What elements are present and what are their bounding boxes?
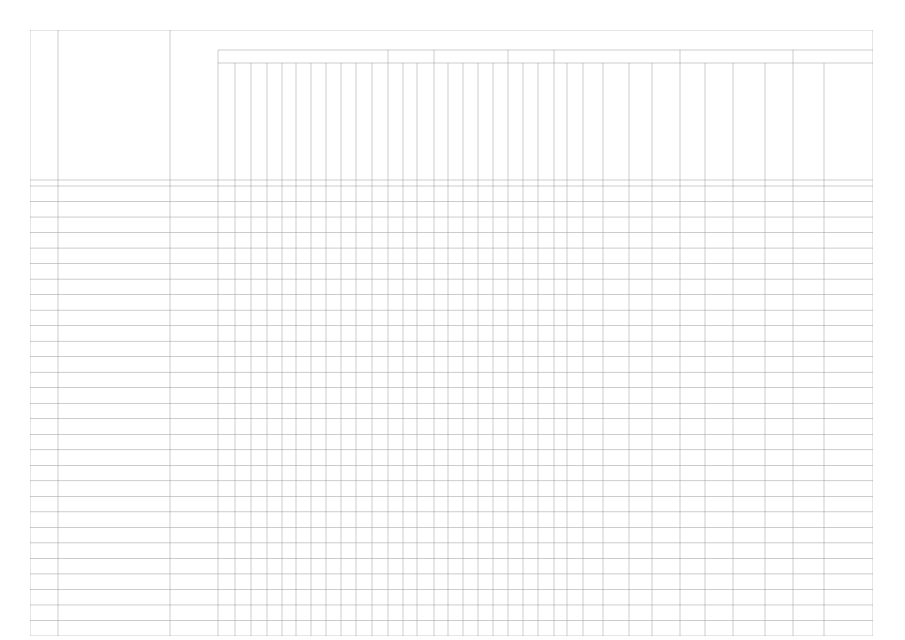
column-subheader xyxy=(240,65,246,178)
column-subheader xyxy=(746,65,752,178)
column-subheader xyxy=(377,65,383,178)
column-subheader xyxy=(572,65,578,178)
column-subheader xyxy=(423,65,429,178)
column-subheader xyxy=(716,65,722,178)
column-subheader xyxy=(528,65,534,178)
column-subheader xyxy=(513,65,519,178)
column-subheader xyxy=(776,65,782,178)
column-subheader xyxy=(301,65,307,178)
column-subheader xyxy=(806,65,812,178)
column-subheader xyxy=(638,65,644,178)
column-subheader xyxy=(256,65,262,178)
column-subheader xyxy=(590,65,596,178)
column-subheader xyxy=(498,65,504,178)
column-subheader xyxy=(468,65,474,178)
document-sheet xyxy=(30,30,873,636)
column-subheader xyxy=(316,65,322,178)
column-subheader xyxy=(407,65,413,178)
column-subheader xyxy=(224,65,230,178)
column-subheader xyxy=(483,65,489,178)
column-subheader xyxy=(613,65,619,178)
column-subheader xyxy=(558,65,564,178)
column-subheader xyxy=(331,65,337,178)
column-subheader xyxy=(272,65,278,178)
column-subheader xyxy=(438,65,444,178)
column-subheader xyxy=(346,65,352,178)
column-subheader xyxy=(663,65,669,178)
column-subheader xyxy=(690,65,696,178)
column-subheader xyxy=(846,65,852,178)
column-subheader xyxy=(393,65,399,178)
column-subheader xyxy=(543,65,549,178)
column-subheader xyxy=(286,65,292,178)
column-subheader xyxy=(361,65,367,178)
column-subheader xyxy=(453,65,459,178)
